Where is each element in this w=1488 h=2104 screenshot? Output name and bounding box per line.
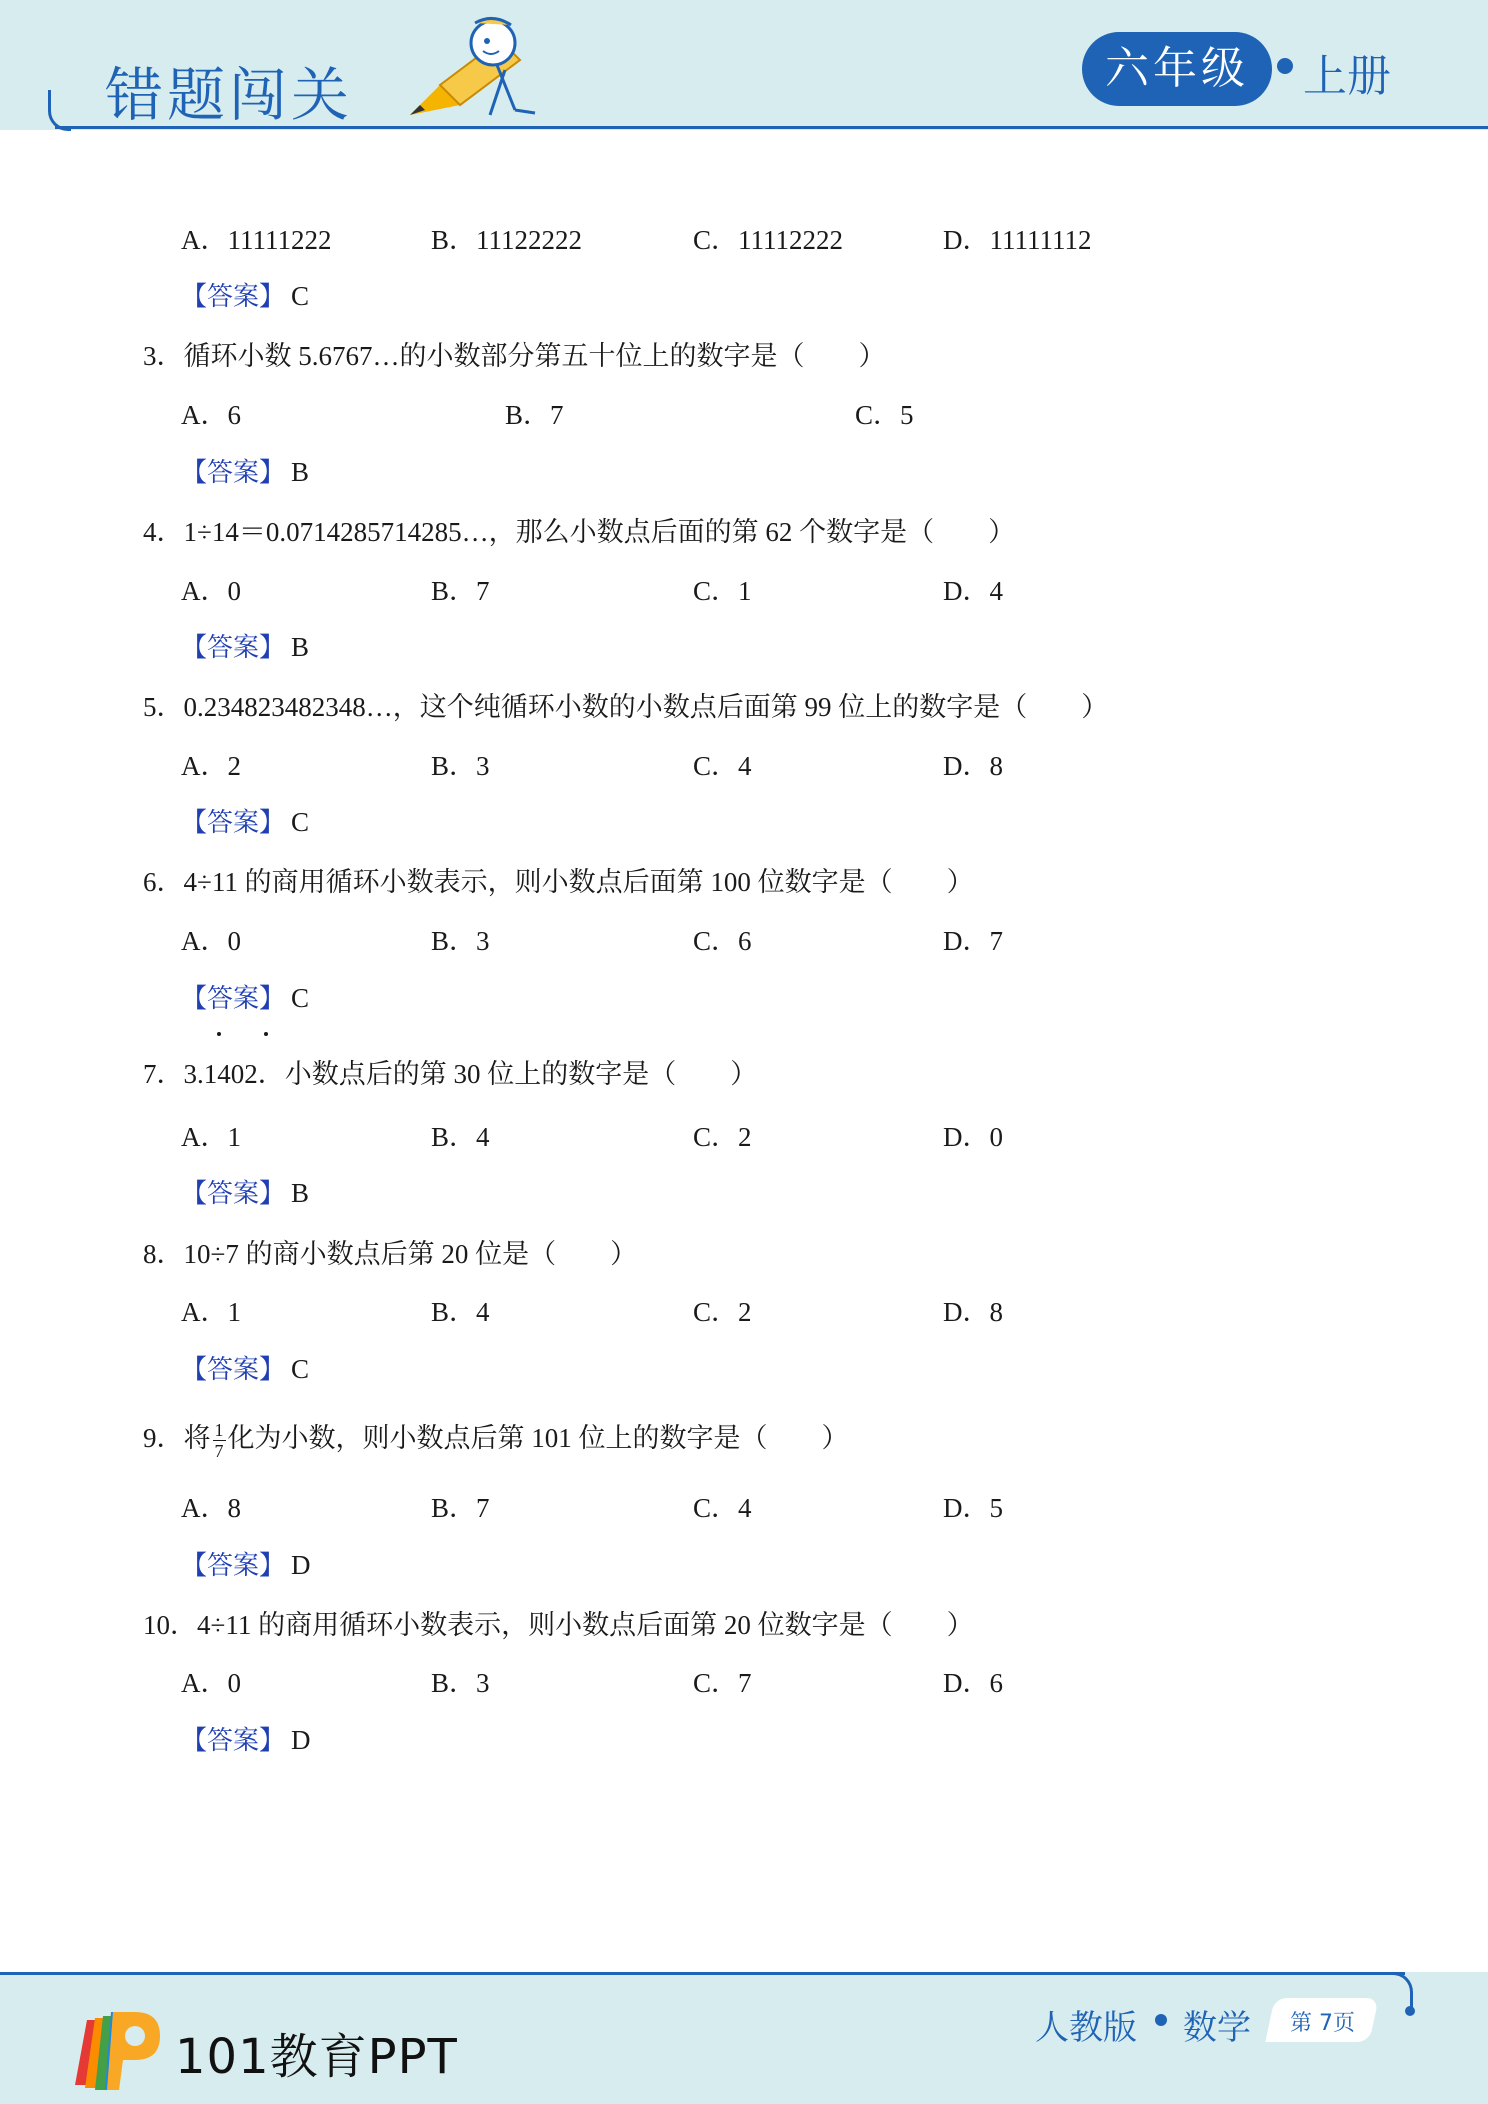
option: D．7 bbox=[943, 926, 1003, 956]
option: B．3 bbox=[431, 926, 490, 956]
answer-label: 【答案】 bbox=[181, 808, 286, 838]
fraction-denominator: 7 bbox=[214, 1441, 224, 1462]
option: A．0 bbox=[181, 576, 241, 606]
option: B．3 bbox=[431, 1668, 490, 1698]
answer-value: D bbox=[291, 1725, 311, 1755]
page-number: 第 7页 bbox=[1290, 2011, 1355, 2036]
option: A．6 bbox=[181, 400, 241, 430]
question-stem: 6．4÷11 的商用循环小数表示，则小数点后面第 100 位数字是（ ） bbox=[143, 867, 974, 897]
option: B．7 bbox=[431, 576, 490, 606]
answer-value: B bbox=[291, 457, 310, 487]
subject-label: 数学 bbox=[1183, 2008, 1251, 2048]
option: C．2 bbox=[693, 1297, 752, 1327]
option: D．0 bbox=[943, 1122, 1003, 1152]
option: B．4 bbox=[431, 1297, 490, 1327]
answer-line bbox=[181, 1349, 309, 1386]
answer-line bbox=[181, 1545, 311, 1582]
option: C．2 bbox=[693, 1122, 752, 1152]
option: C．5 bbox=[855, 400, 914, 430]
answer-line bbox=[181, 627, 309, 664]
option: A．0 bbox=[181, 926, 241, 956]
answer-value: D bbox=[291, 1550, 311, 1580]
option: D．8 bbox=[943, 751, 1003, 781]
answer-label: 【答案】 bbox=[181, 1726, 286, 1756]
answer-line bbox=[181, 1173, 309, 1210]
answer-label: 【答案】 bbox=[181, 1355, 286, 1385]
fraction bbox=[213, 1420, 226, 1461]
option: B．7 bbox=[505, 400, 564, 430]
question-stem: 10．4÷11 的商用循环小数表示，则小数点后面第 20 位数字是（ ） bbox=[143, 1610, 974, 1640]
option: C．4 bbox=[693, 1493, 752, 1523]
section-title: 错题闯关 bbox=[105, 61, 354, 129]
option: A．0 bbox=[181, 1668, 241, 1698]
answer-line bbox=[181, 802, 309, 839]
question-stem bbox=[143, 1416, 849, 1461]
question-stem: 4．1÷14＝0.0714285714285…，那么小数点后面的第 62 个数字是（ ） bbox=[143, 517, 1016, 547]
option: C．4 bbox=[693, 751, 752, 781]
option: B．7 bbox=[431, 1493, 490, 1523]
answer-label: 【答案】 bbox=[181, 1179, 286, 1209]
option: C．11112222 bbox=[693, 225, 844, 255]
answer-label: 【答案】 bbox=[181, 1551, 286, 1581]
separator-dot bbox=[1277, 58, 1293, 74]
option: C．6 bbox=[693, 926, 752, 956]
question-stem: 5．0.234823482348…，这个纯循环小数的小数点后面第 99 位上的数字是（ ） bbox=[143, 692, 1109, 722]
option: D．11111112 bbox=[943, 225, 1092, 255]
answer-line bbox=[181, 978, 309, 1015]
volume-label: 上册 bbox=[1303, 51, 1391, 102]
answer-label: 【答案】 bbox=[181, 282, 286, 312]
repeating-dot bbox=[217, 1032, 221, 1036]
option: D．5 bbox=[943, 1493, 1003, 1523]
option: B．11122222 bbox=[431, 225, 583, 255]
option: B．3 bbox=[431, 751, 490, 781]
answer-line bbox=[181, 1720, 311, 1757]
answer-value: B bbox=[291, 632, 310, 662]
answer-line bbox=[181, 276, 309, 313]
answer-value: C bbox=[291, 1354, 310, 1384]
grade-badge: 六年级 bbox=[1082, 32, 1272, 106]
answer-label: 【答案】 bbox=[181, 458, 286, 488]
footer-divider bbox=[0, 1972, 1405, 1975]
question-stem: 7．3.1402．小数点后的第 30 位上的数字是（ ） bbox=[143, 1059, 758, 1089]
answer-value: B bbox=[291, 1178, 310, 1208]
option: C．1 bbox=[693, 576, 752, 606]
answer-line bbox=[181, 452, 309, 489]
option: B．4 bbox=[431, 1122, 490, 1152]
repeating-dot bbox=[264, 1032, 268, 1036]
question-stem-prefix: 9．将 bbox=[143, 1423, 211, 1453]
pencil-mascot-icon bbox=[405, 15, 555, 125]
option: A．1 bbox=[181, 1122, 241, 1152]
option: C．7 bbox=[693, 1668, 752, 1698]
option: A．1 bbox=[181, 1297, 241, 1327]
question-stem-suffix: 化为小数，则小数点后第 101 位上的数字是（ ） bbox=[227, 1423, 849, 1453]
answer-value: C bbox=[291, 807, 310, 837]
separator-dot bbox=[1155, 2014, 1167, 2026]
fraction-numerator: 1 bbox=[214, 1420, 224, 1441]
answer-label: 【答案】 bbox=[181, 633, 286, 663]
option: D．6 bbox=[943, 1668, 1003, 1698]
footer-dot bbox=[1405, 2006, 1415, 2016]
option: D．8 bbox=[943, 1297, 1003, 1327]
question-stem: 3．循环小数 5.6767…的小数部分第五十位上的数字是（ ） bbox=[143, 341, 886, 371]
option: A．2 bbox=[181, 751, 241, 781]
option: D．4 bbox=[943, 576, 1003, 606]
option: A．11111222 bbox=[181, 225, 332, 255]
answer-value: C bbox=[291, 281, 310, 311]
question-stem: 8．10÷7 的商小数点后第 20 位是（ ） bbox=[143, 1239, 638, 1269]
answer-value: C bbox=[291, 983, 310, 1013]
p-logo-icon bbox=[65, 2000, 165, 2092]
option: A．8 bbox=[181, 1493, 241, 1523]
brand-logo-text: 101教育PPT bbox=[175, 2029, 458, 2085]
edition-label: 人教版 bbox=[1035, 2008, 1137, 2048]
answer-label: 【答案】 bbox=[181, 984, 286, 1014]
